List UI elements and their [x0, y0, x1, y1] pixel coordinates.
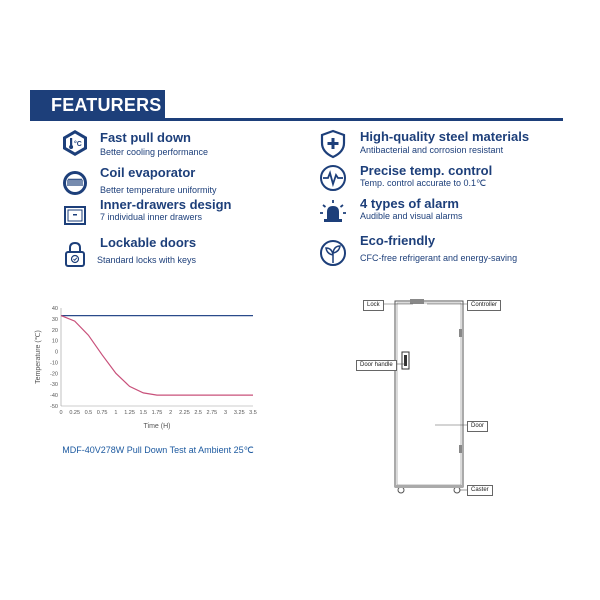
svg-text:°C: °C [74, 141, 82, 148]
shield-plus-icon [318, 129, 348, 159]
x-tick-label: 2 [169, 410, 173, 416]
feature-title: Coil evaporator [100, 165, 196, 180]
feature-desc: Temp. control accurate to 0.1℃ [360, 178, 487, 188]
x-tick-label: 2.5 [194, 410, 202, 416]
freezer-drawing [355, 295, 505, 500]
feature-title: Lockable doors [100, 235, 197, 250]
label-lock: Lock [363, 300, 384, 311]
x-tick-label: 0.75 [96, 410, 108, 416]
features-heading: FEATURERS [51, 94, 162, 115]
series-line-1 [61, 316, 253, 396]
label-controller: Controller [467, 300, 501, 311]
y-tick-label: 40 [51, 306, 58, 312]
feature-title: Precise temp. control [360, 163, 493, 178]
feature-desc: 7 individual inner drawers [100, 212, 203, 222]
y-tick-label: -10 [50, 360, 58, 367]
y-tick-label: 30 [51, 316, 58, 323]
feature-title: Fast pull down [100, 130, 191, 145]
x-tick-label: 1.75 [151, 410, 163, 416]
features-banner [30, 90, 165, 120]
banner-rule [30, 118, 563, 121]
x-tick-label: 3.5 [249, 410, 257, 416]
alarm-light-icon [318, 197, 348, 227]
feature-desc: Standard locks with keys [97, 255, 197, 265]
coil-icon [60, 168, 90, 198]
x-tick-label: 1 [114, 410, 118, 416]
feature-title: High-quality steel materials [360, 129, 530, 144]
feature-desc: Better cooling performance [100, 147, 209, 157]
y-tick-label: 10 [51, 338, 58, 345]
feature-desc: Audible and visual alarms [360, 211, 463, 221]
feature-title: Inner-drawers design [100, 197, 232, 212]
y-tick-label: -40 [50, 393, 58, 400]
y-tick-label: 0 [54, 349, 58, 356]
x-tick-label: 0.25 [69, 410, 81, 416]
y-tick-label: -30 [50, 382, 58, 389]
y-tick-label: 20 [51, 327, 58, 334]
label-caster: Caster [467, 485, 493, 496]
x-tick-label: 2.25 [179, 410, 190, 416]
label-door-handle: Door handle [356, 360, 397, 371]
pull-down-chart [28, 298, 268, 438]
feature-title: 4 types of alarm [360, 196, 459, 211]
feature-title: Eco-friendly [360, 233, 436, 248]
y-tick-label: -50 [50, 404, 58, 410]
x-tick-label: 0.5 [84, 410, 93, 416]
lock-icon [60, 240, 90, 270]
leaf-icon [318, 238, 348, 268]
label-door: Door [467, 421, 488, 432]
thermometer-celsius-icon [60, 128, 90, 158]
drawer-icon [60, 201, 90, 231]
x-tick-label: 3 [224, 410, 228, 416]
heartbeat-icon [318, 163, 348, 193]
feature-desc: Antibacterial and corrosion resistant [360, 145, 504, 155]
y-axis-label: Temperature (℃) [35, 330, 42, 384]
feature-desc: CFC-free refrigerant and energy-saving [360, 253, 518, 263]
freezer-diagram [355, 295, 505, 500]
x-tick-label: 3.25 [233, 410, 245, 416]
x-tick-label: 0 [59, 410, 63, 416]
x-tick-label: 1.5 [139, 410, 148, 416]
chart-svg [28, 298, 268, 438]
x-axis-label: Time (H) [143, 423, 171, 430]
y-tick-label: -20 [50, 371, 58, 378]
feature-desc: Better temperature uniformity [100, 185, 217, 195]
chart-caption: MDF-40V278W Pull Down Test at Ambient 25℃ [62, 445, 254, 455]
x-tick-label: 1.25 [124, 410, 135, 416]
x-tick-label: 2.75 [206, 410, 218, 416]
